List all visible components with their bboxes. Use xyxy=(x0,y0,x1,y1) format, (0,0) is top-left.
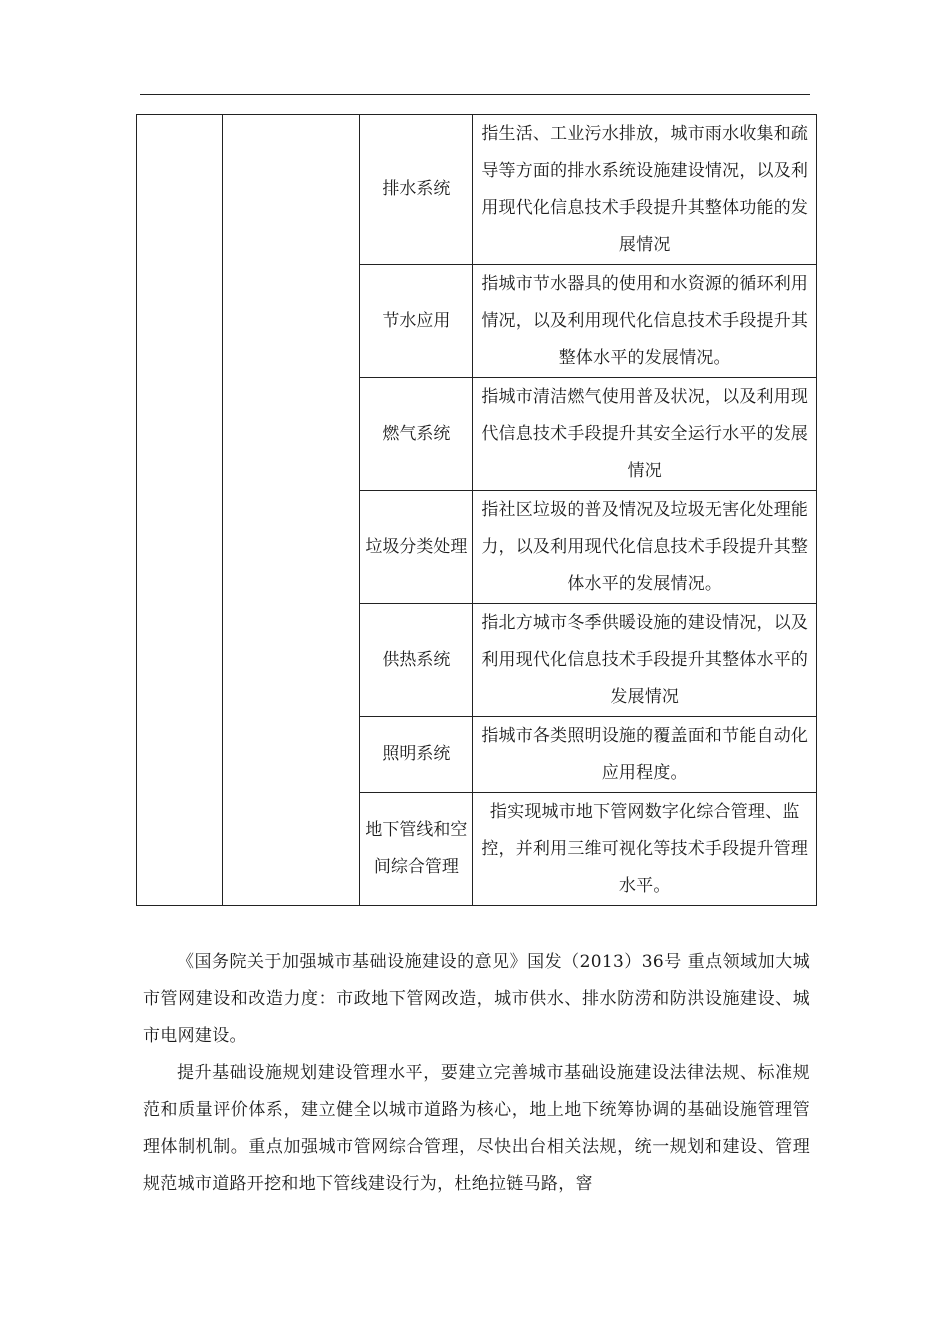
header-rule xyxy=(140,94,810,95)
indicator-name: 燃气系统 xyxy=(360,378,473,491)
subcategory-cell-empty xyxy=(223,115,360,906)
body-paragraph: 《国务院关于加强城市基础设施建设的意见》国发（2013）36号 重点领域加大城市管网建设和改造力度：市政地下管网改造，城市供水、排水防涝和防洪设施建设、城市电网建设。 xyxy=(143,952,810,1046)
body-paragraph: 提升基础设施规划建设管理水平，要建立完善城市基础设施建设法律法规、标准规范和质量评价体系，建立健全以城市道路为核心，地上地下统筹协调的基础设施管理管理体制机制。重点加强城市管网综合管理，尽快出台相关法规，统一规划和建设、管理规范城市道路开挖和地下管线建设行为，杜绝拉链马路，窨 xyxy=(143,1063,810,1194)
indicator-description: 指城市清洁燃气使用普及状况，以及利用现代信息技术手段提升其安全运行水平的发展情况 xyxy=(473,378,817,491)
indicator-name: 地下管线和空间综合管理 xyxy=(360,793,473,906)
indicator-table xyxy=(136,114,817,906)
indicator-description: 指社区垃圾的普及情况及垃圾无害化处理能力，以及利用现代化信息技术手段提升其整体水平的发展情况。 xyxy=(473,491,817,604)
indicator-description: 指北方城市冬季供暖设施的建设情况，以及利用现代化信息技术手段提升其整体水平的发展情况 xyxy=(473,604,817,717)
indicator-description: 指实现城市地下管网数字化综合管理、监控，并利用三维可视化等技术手段提升管理水平。 xyxy=(473,793,817,906)
indicator-name: 节水应用 xyxy=(360,265,473,378)
table-row xyxy=(137,115,817,265)
indicator-name: 垃圾分类处理 xyxy=(360,491,473,604)
indicator-description: 指城市节水器具的使用和水资源的循环利用情况，以及利用现代化信息技术手段提升其整体水平的发展情况。 xyxy=(473,265,817,378)
indicator-name: 排水系统 xyxy=(360,115,473,265)
category-cell-empty xyxy=(137,115,223,906)
indicator-description: 指生活、工业污水排放，城市雨水收集和疏导等方面的排水系统设施建设情况，以及利用现代化信息技术手段提升其整体功能的发展情况 xyxy=(473,115,817,265)
indicator-name: 照明系统 xyxy=(360,717,473,793)
indicator-description: 指城市各类照明设施的覆盖面和节能自动化应用程度。 xyxy=(473,717,817,793)
indicator-name: 供热系统 xyxy=(360,604,473,717)
